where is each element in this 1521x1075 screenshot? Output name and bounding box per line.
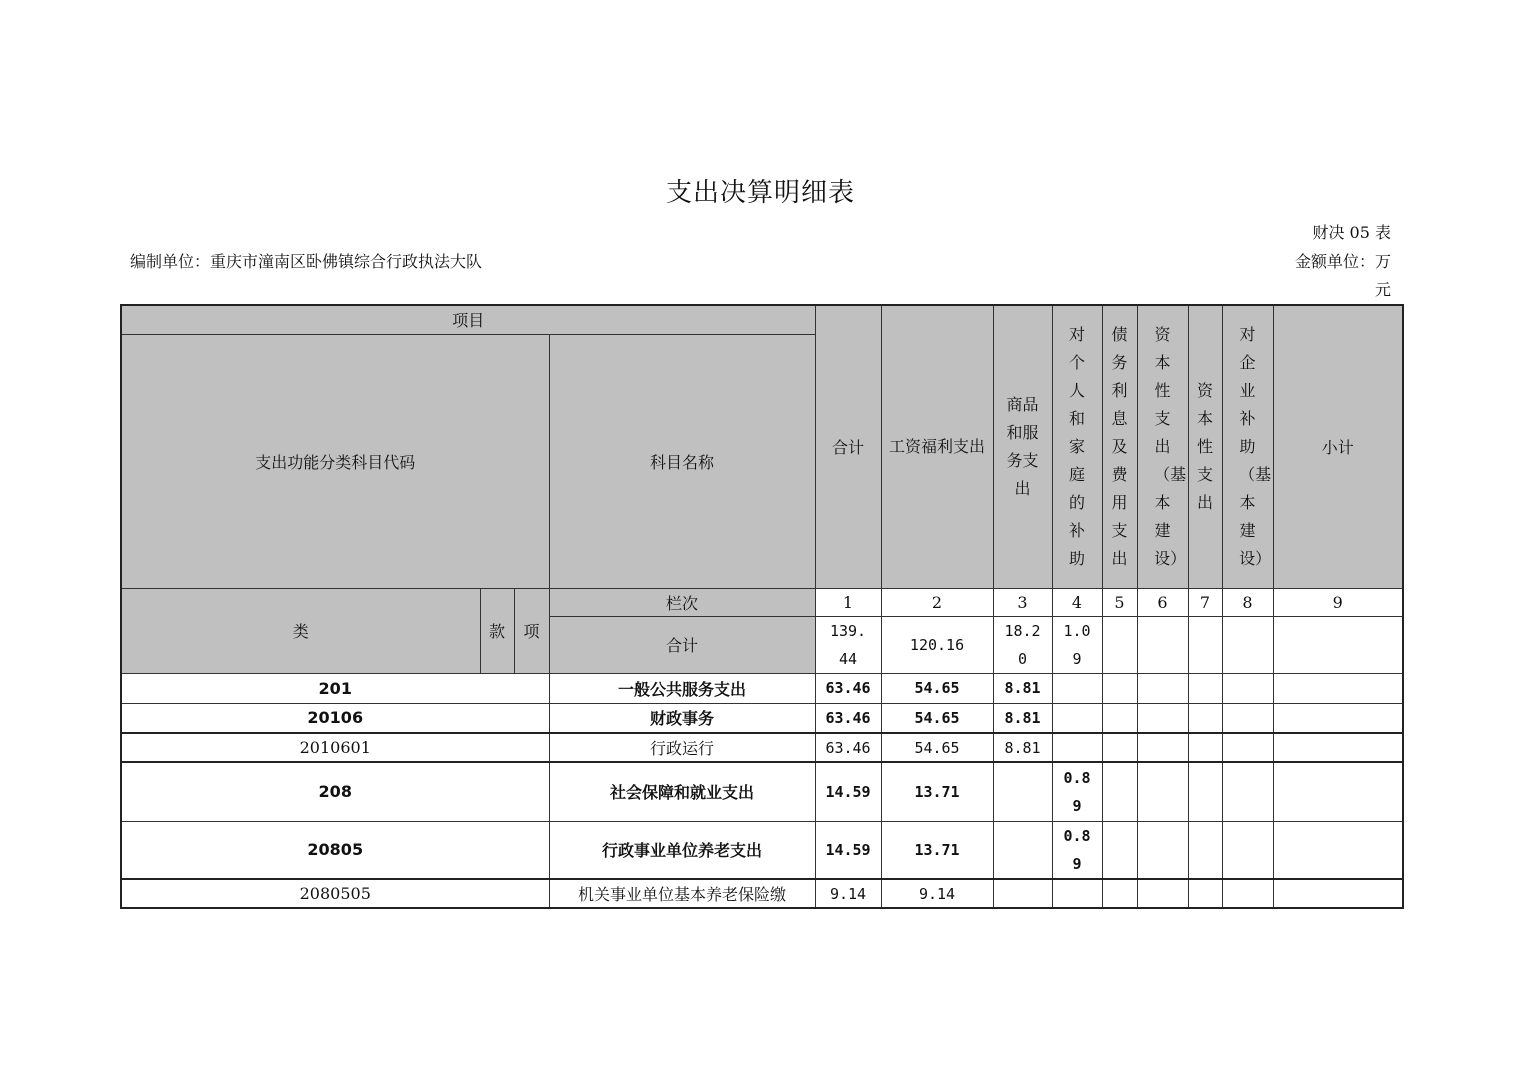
- table-row: [121, 879, 1403, 908]
- row-individual: [1052, 703, 1102, 733]
- debt-header: 债务利息及费用支出: [1111, 324, 1128, 568]
- row-salary: 54.65: [881, 733, 993, 762]
- total-header: 合计: [815, 305, 881, 588]
- row-name: 财政事务: [549, 703, 815, 733]
- table-row: [121, 673, 1403, 703]
- col-number: 6: [1137, 588, 1188, 616]
- row-name: 一般公共服务支出: [549, 673, 815, 703]
- row-goods: 8.81: [993, 703, 1052, 733]
- col-number: 5: [1102, 588, 1137, 616]
- table-row: [121, 733, 1403, 762]
- row-name: 行政事业单位养老支出: [549, 821, 815, 879]
- sum-individual: 1.09: [1063, 621, 1091, 668]
- row-salary: 13.71: [881, 762, 993, 821]
- amount-unit: 金额单位：万元: [1294, 252, 1391, 299]
- lanci-header: 栏次: [549, 588, 815, 616]
- row-total: 63.46: [815, 733, 881, 762]
- row-individual: 0.89: [1063, 826, 1091, 873]
- sum-label: 合计: [549, 616, 815, 673]
- sum-total: 139.44: [829, 621, 867, 668]
- capital-basic-header: 资本性支出（基本建设）: [1154, 324, 1187, 568]
- row-code: 2010601: [121, 733, 549, 762]
- row-total: 63.46: [815, 673, 881, 703]
- table-row: [121, 703, 1403, 733]
- page-title: 支出决算明细表: [665, 178, 855, 208]
- sum-salary: 120.16: [881, 616, 993, 673]
- row-code: 201: [121, 673, 549, 703]
- expenditure-table: [120, 304, 1404, 909]
- col-number: 3: [993, 588, 1052, 616]
- row-salary: 54.65: [881, 673, 993, 703]
- individual-header: 对个人和家庭的补助: [1069, 324, 1086, 568]
- col-number: 2: [881, 588, 993, 616]
- row-individual: [1052, 733, 1102, 762]
- project-header: 项目: [121, 305, 815, 334]
- salary-header: 工资福利支出: [889, 436, 986, 456]
- func-code-header: 支出功能分类科目代码: [121, 334, 549, 588]
- subject-name-header: 科目名称: [549, 334, 815, 588]
- row-individual: [1052, 673, 1102, 703]
- col-number: 4: [1052, 588, 1102, 616]
- row-salary: 54.65: [881, 703, 993, 733]
- subtotal-header: 小计: [1273, 305, 1403, 588]
- row-goods: 8.81: [993, 673, 1052, 703]
- compiling-unit: 编制单位：重庆市潼南区卧佛镇综合行政执法大队: [130, 252, 483, 271]
- row-total: 14.59: [815, 821, 881, 879]
- row-salary: 13.71: [881, 821, 993, 879]
- row-individual: [1052, 879, 1102, 908]
- table-row: [121, 762, 1403, 821]
- xiang-header: 项: [514, 588, 549, 673]
- col-number: 7: [1188, 588, 1222, 616]
- row-goods: [993, 879, 1052, 908]
- row-individual: 0.89: [1063, 768, 1091, 815]
- row-total: 14.59: [815, 762, 881, 821]
- row-code: 208: [121, 762, 549, 821]
- row-code: 2080505: [121, 879, 549, 908]
- row-name: 行政运行: [549, 733, 815, 762]
- row-goods: [993, 821, 1052, 879]
- row-total: 9.14: [815, 879, 881, 908]
- goods-header: 商品和服务支出: [1006, 394, 1039, 498]
- kuan-header: 款: [480, 588, 514, 673]
- lei-header: 类: [121, 588, 480, 673]
- row-total: 63.46: [815, 703, 881, 733]
- table-row: [121, 821, 1403, 879]
- capital-header: 资本性支出: [1197, 380, 1214, 512]
- sum-goods: 18.20: [1004, 621, 1041, 668]
- form-number: 财决 05 表: [1312, 223, 1391, 242]
- enterprise-basic-header: 对企业补助（基本建设）: [1239, 324, 1272, 568]
- row-name: 社会保障和就业支出: [549, 762, 815, 821]
- row-salary: 9.14: [881, 879, 993, 908]
- row-goods: [993, 762, 1052, 821]
- row-goods: 8.81: [993, 733, 1052, 762]
- row-code: 20106: [121, 703, 549, 733]
- col-number: 1: [815, 588, 881, 616]
- col-number: 9: [1273, 588, 1403, 616]
- row-name: 机关事业单位基本养老保险缴: [549, 879, 815, 908]
- col-number: 8: [1222, 588, 1273, 616]
- row-code: 20805: [121, 821, 549, 879]
